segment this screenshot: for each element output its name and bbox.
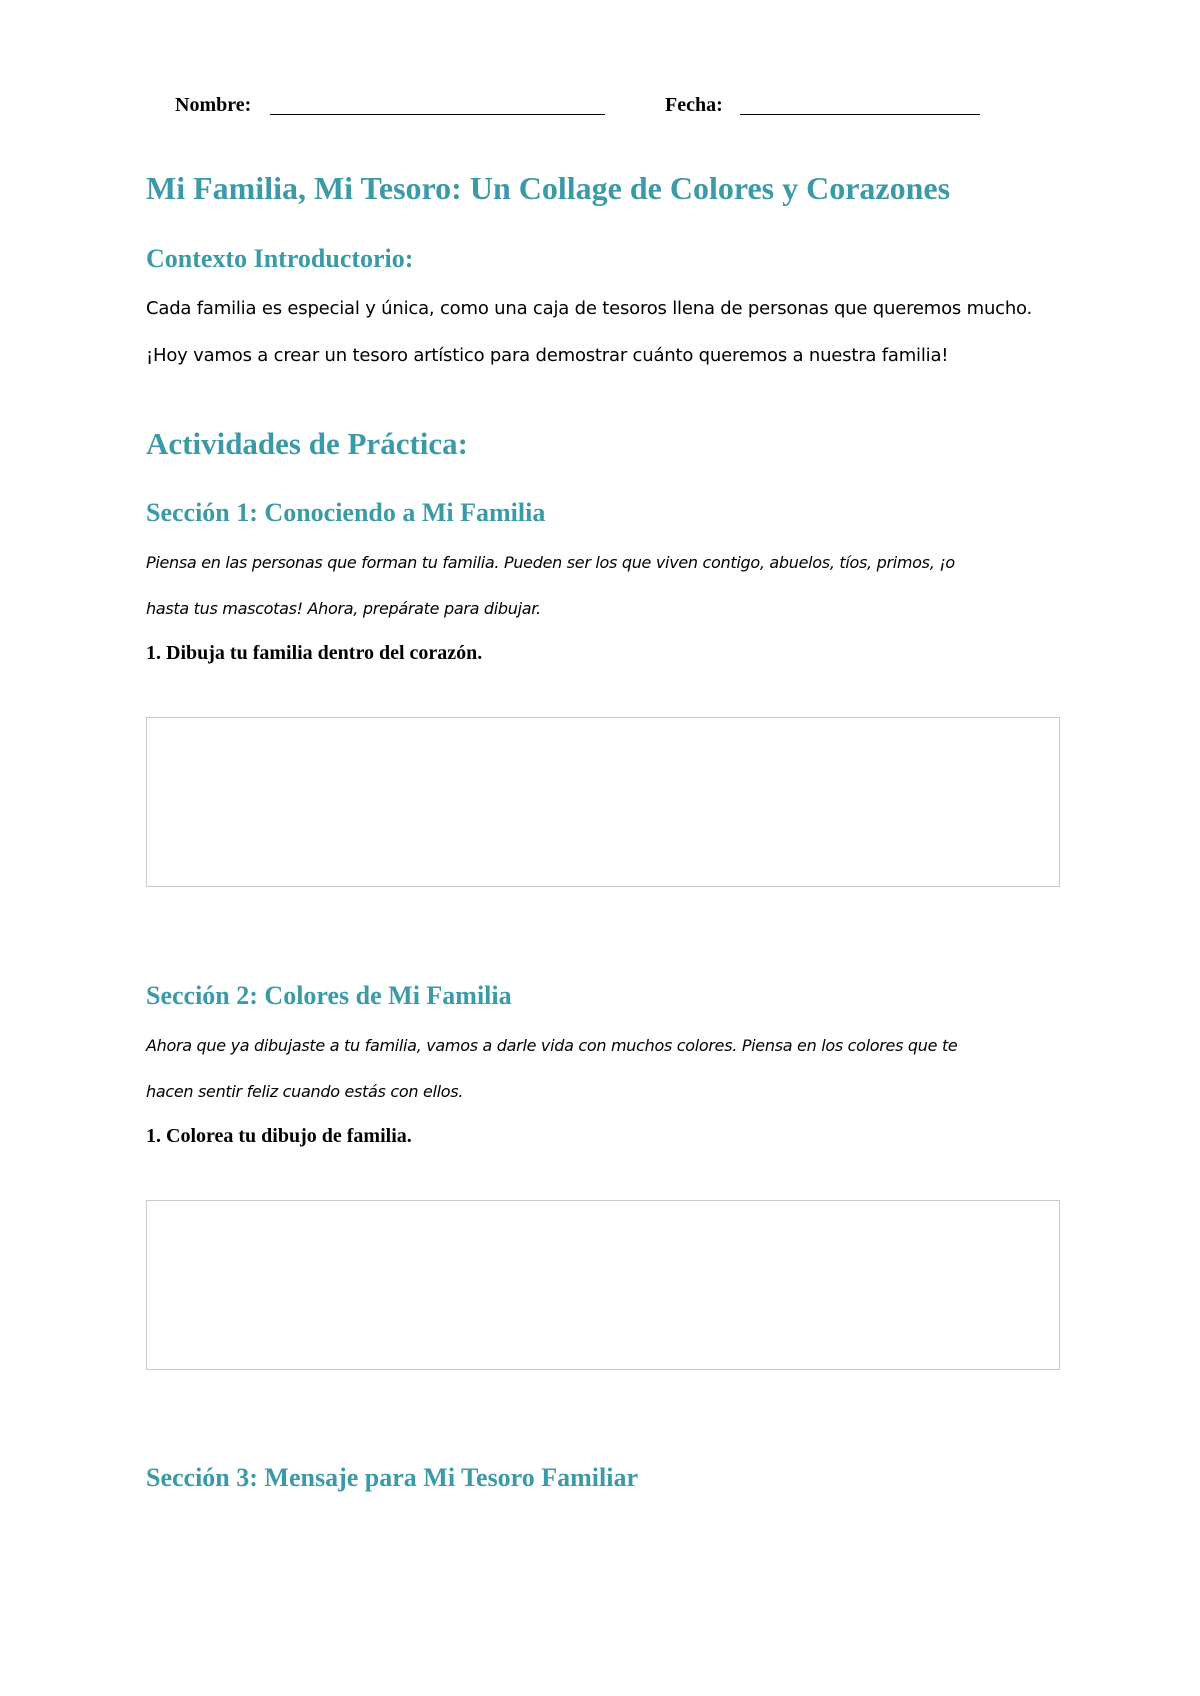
name-input-line[interactable]: [270, 114, 605, 115]
section-2-heading: Sección 2: Colores de Mi Familia: [146, 981, 512, 1010]
date-label: Fecha:: [665, 94, 723, 116]
section-1-drawing-box[interactable]: [146, 717, 1060, 887]
page-title: Mi Familia, Mi Tesoro: Un Collage de Colores y Corazones: [146, 170, 951, 206]
section-1-heading: Sección 1: Conociendo a Mi Familia: [146, 498, 546, 527]
intro-line-1: Cada familia es especial y única, como una caja de tesoros llena de personas que queremos mucho.: [146, 298, 1033, 319]
section-1-description-line-1: Piensa en las personas que forman tu familia. Pueden ser los que viven contigo, abuelos, tíos, primos, ¡o: [146, 553, 955, 572]
intro-line-2: ¡Hoy vamos a crear un tesoro artístico para demostrar cuánto queremos a nuestra familia!: [146, 345, 949, 366]
section-2-description-line-1: Ahora que ya dibujaste a tu familia, vamos a darle vida con muchos colores. Piensa en los colores que te: [146, 1036, 958, 1055]
section-1-task: 1. Dibuja tu familia dentro del corazón.: [146, 642, 483, 664]
name-label: Nombre:: [175, 94, 252, 116]
header-fields: [175, 94, 995, 124]
date-input-line[interactable]: [740, 114, 980, 115]
practice-heading: Actividades de Práctica:: [146, 426, 468, 461]
intro-heading: Contexto Introductorio:: [146, 244, 414, 273]
section-2-description-line-2: hacen sentir feliz cuando estás con ellos.: [146, 1082, 464, 1101]
section-2-task: 1. Colorea tu dibujo de familia.: [146, 1125, 412, 1147]
section-3-heading: Sección 3: Mensaje para Mi Tesoro Familiar: [146, 1463, 639, 1492]
section-1-description-line-2: hasta tus mascotas! Ahora, prepárate para dibujar.: [146, 599, 541, 618]
section-2-drawing-box[interactable]: [146, 1200, 1060, 1370]
